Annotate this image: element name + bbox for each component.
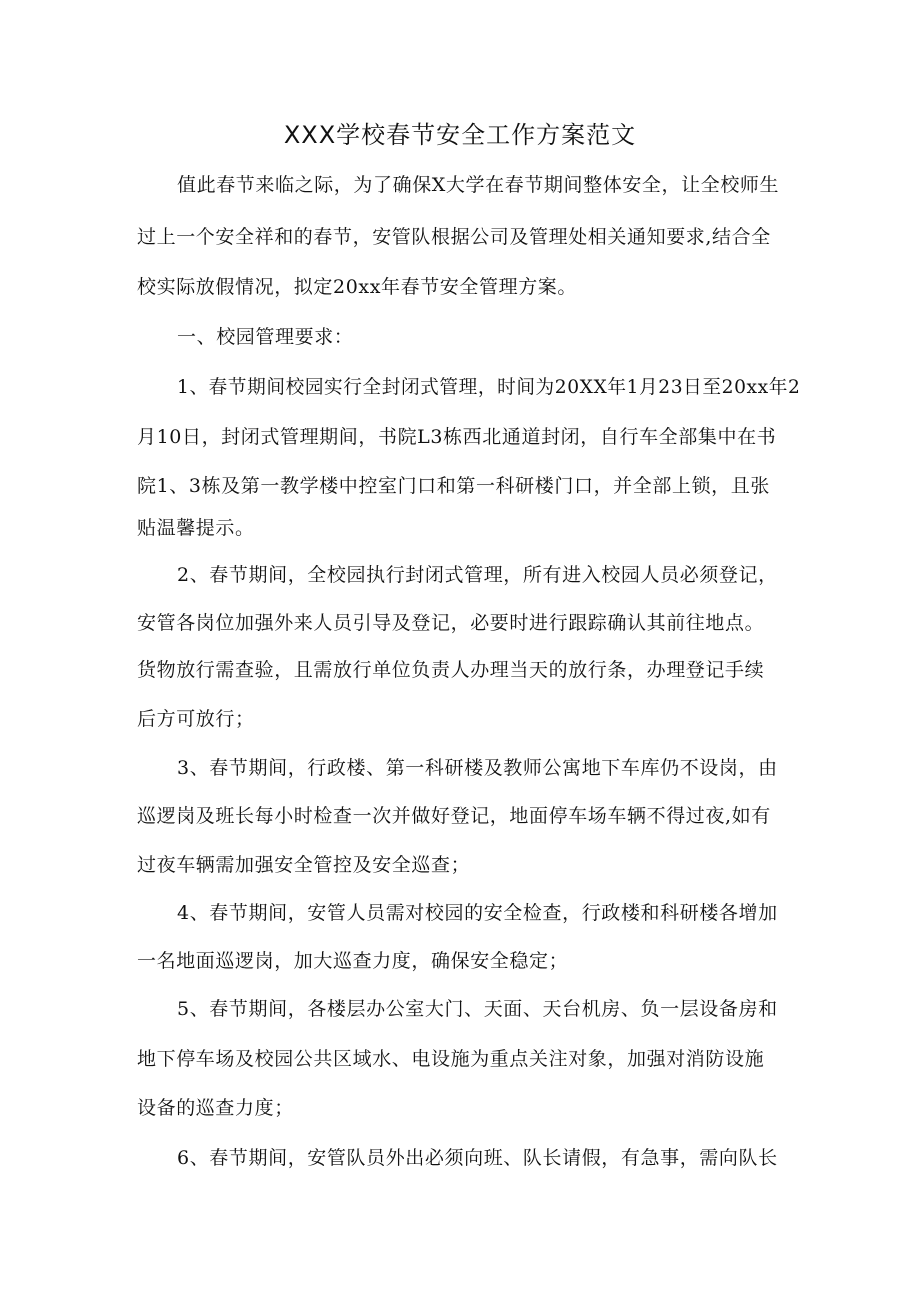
item-4-line-2: 一名地面巡逻岗，加大巡查力度，确保安全稳定； [137,950,569,972]
section-heading-1: 一、校园管理要求： [177,326,354,348]
item-1-line-2: 月10日，封闭式管理期间，书院L3栋西北通道封闭，自行车全部集中在书 [137,426,777,448]
item-3-line-1: 3、春节期间，行政楼、第一科研楼及教师公寓地下车库仍不设岗，由 [177,757,778,779]
intro-line-1: 值此春节来临之际，为了确保X大学在春节期间整体安全，让全校师生 [177,174,780,196]
item-1-line-4: 贴温馨提示。 [137,517,255,539]
item-3-line-2: 巡逻岗及班长每小时检查一次并做好登记，地面停车场车辆不得过夜,如有 [137,805,771,827]
item-5-line-1: 5、春节期间，各楼层办公室大门、天面、天台机房、负一层设备房和 [177,998,778,1020]
item-1-line-3: 院1、3栋及第一教学楼中控室门口和第一科研楼门口，并全部上锁，且张 [137,475,770,497]
item-5-line-2: 地下停车场及校园公共区域水、电设施为重点关注对象，加强对消防设施 [137,1048,765,1070]
item-2-line-3: 货物放行需查验，且需放行单位负责人办理当天的放行条，办理登记手续 [137,659,765,681]
item-2-line-4: 后方可放行； [137,708,255,730]
item-3-line-3: 过夜车辆需加强安全管控及安全巡查； [137,854,471,876]
item-6-line-1: 6、春节期间，安管队员外出必须向班、队长请假，有急事，需向队长 [177,1147,778,1169]
item-2-line-2: 安管各岗位加强外来人员引导及登记，必要时进行跟踪确认其前往地点。 [137,612,765,634]
item-4-line-1: 4、春节期间，安管人员需对校园的安全检查，行政楼和科研楼各增加 [177,902,778,924]
intro-line-2: 过上一个安全祥和的春节，安管队根据公司及管理处相关通知要求,结合全 [137,226,771,248]
item-5-line-3: 设备的巡查力度； [137,1097,294,1119]
item-2-line-1: 2、春节期间，全校园执行封闭式管理，所有进入校园人员必须登记， [177,564,778,586]
item-1-line-1: 1、春节期间校园实行全封闭式管理，时间为20XX年1月23日至20xx年2 [177,376,801,398]
intro-line-3: 校实际放假情况，拟定20xx年春节安全管理方案。 [137,276,578,298]
document-title: XXX学校春节安全工作方案范文 [283,121,637,149]
